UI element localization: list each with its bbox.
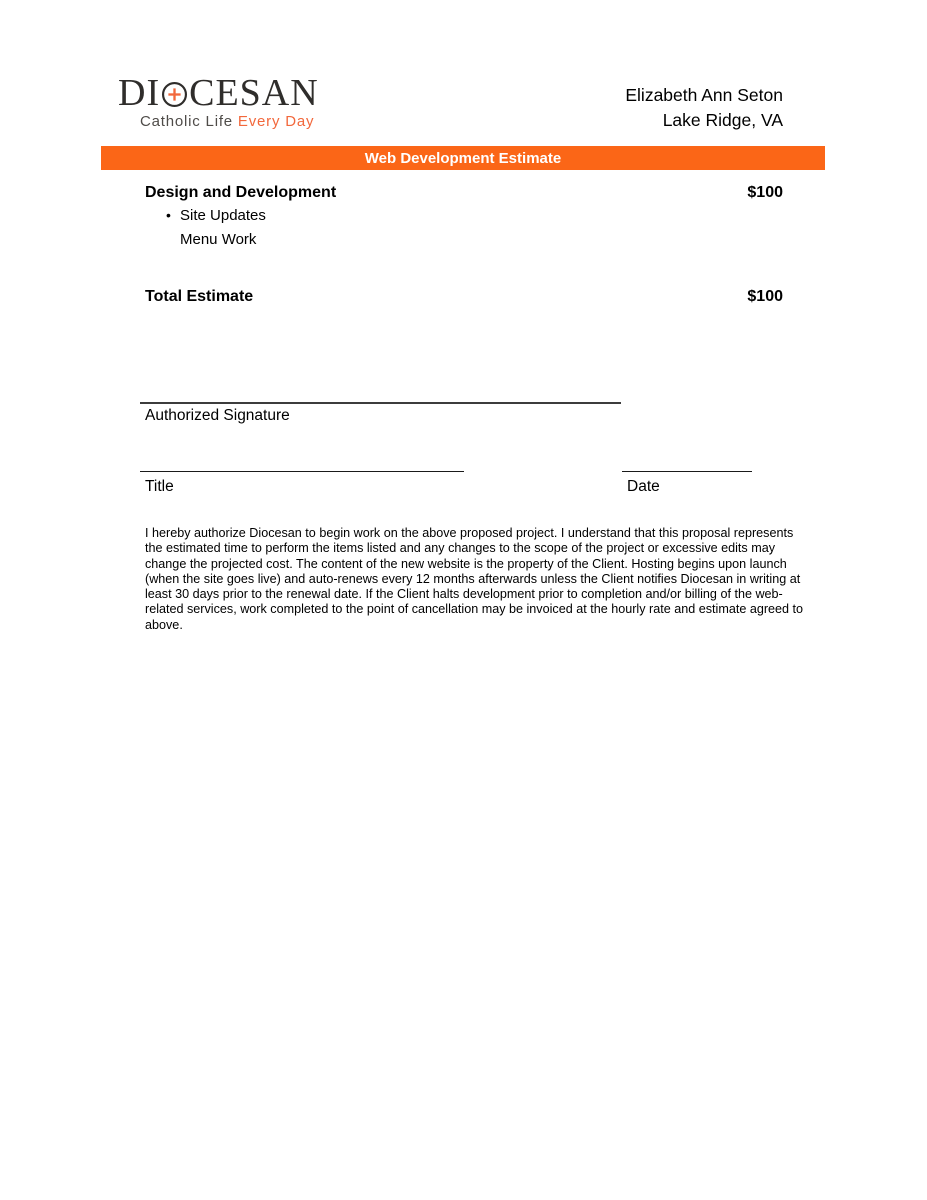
total-row: [145, 288, 783, 306]
tagline-accent: Every Day: [237, 113, 315, 130]
line-item-row: [145, 184, 783, 202]
line-item-amount: $100: [747, 184, 783, 201]
title-label: Title: [145, 478, 174, 495]
terms-paragraph: I hereby authorize Diocesan to begin work on the above proposed project. I understand that this proposal represents the estimated time to perform the items listed and any changes to the scope of the project or excessive edits may change the projected cost. The content of the new website is the property of the Client. Hosting begins upon launch (when the site goes live) and auto-renews every 12 months afterwards unless the Client notifies Diocesan in writing at least 30 days prior to the renewal date. If the Client halts development prior to completion and/or billing of the web-related services, work completed to the point of cancellation may be invoiced at the hourly rate and estimate agreed to above.: [145, 526, 804, 632]
logo-wordmark: [118, 72, 319, 114]
line-item-label: Design and Development: [145, 184, 337, 201]
total-label: Total Estimate: [145, 288, 254, 305]
authorized-signature-label: Authorized Signature: [145, 407, 290, 424]
client-location: Lake Ridge, VA: [662, 110, 783, 130]
cross-circle-icon: [161, 81, 188, 108]
estimate-banner: [101, 146, 825, 170]
diocesan-logo: [118, 72, 319, 130]
banner-title: Web Development Estimate: [364, 149, 562, 167]
line-item-detail: Menu Work: [180, 231, 257, 248]
signature-line: [140, 402, 621, 404]
line-item-detail: • Site Updates: [180, 207, 266, 224]
logo-text-end: CESAN: [189, 72, 319, 114]
total-amount: $100: [747, 288, 783, 305]
date-line: [622, 471, 752, 472]
date-label: Date: [627, 478, 660, 495]
tagline-primary: Catholic Life: [140, 113, 233, 130]
logo-tagline: [140, 113, 319, 130]
logo-text-start: DI: [118, 72, 161, 114]
client-name: Elizabeth Ann Seton: [625, 85, 783, 105]
client-info: [625, 83, 783, 133]
title-line: [140, 471, 464, 472]
